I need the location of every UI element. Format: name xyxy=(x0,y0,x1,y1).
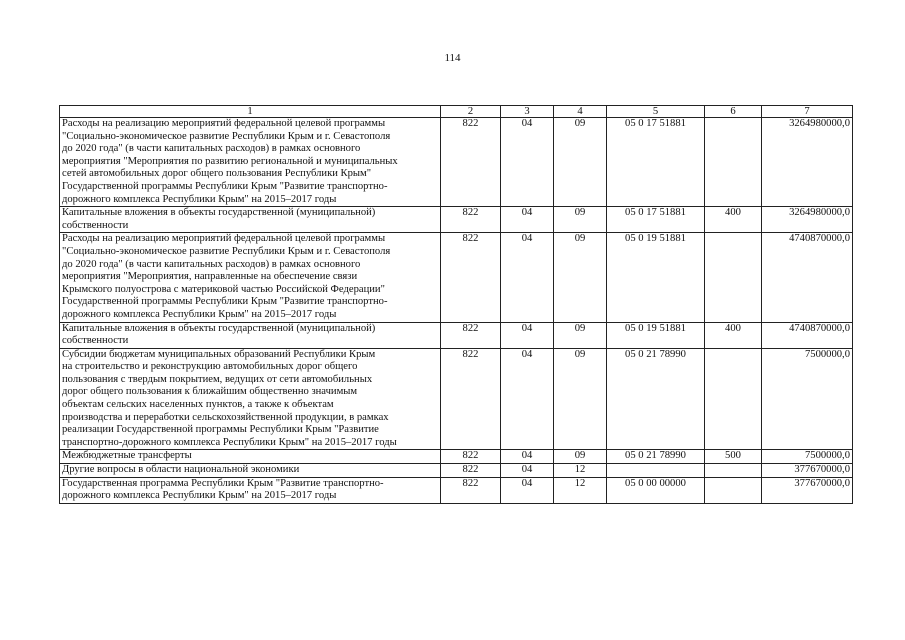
column-header: 5 xyxy=(607,106,705,118)
column-header: 3 xyxy=(501,106,554,118)
header-row xyxy=(60,106,853,118)
target-article-code xyxy=(607,464,705,478)
amount: 377670000,0 xyxy=(762,464,853,478)
table-row xyxy=(60,207,853,233)
row-name: Субсидии бюджетам муниципальных образований Республики Крым на строительство и реконструкцию автомобильных дорог общего пользования с твердым покрытием, ведущих от сети автомобильных дорог общего пользования к ближайшим общественно значимым объектам сельских населенных пунктов, а также к объектам производства и переработки сельскохозяйственной продукции, в рамках реализации Государственной программы Республики Крым "Развитие транспортно-дорожного комплекса Республики Крым" на 2015–2017 годы xyxy=(60,348,441,450)
subsection-code: 09 xyxy=(554,207,607,233)
row-name: Расходы на реализацию мероприятий федеральной целевой программы "Социально-экономическое развитие Республики Крым и г. Севастополя до 2020 года" (в части капитальных расходов) в рамках основного мероприятия "Мероприятия по развитию региональной и муниципальных сетей автомобильных дорог общего пользования Республики Крым" Государственной программы Республики Крым "Развитие транспортно- дорожного комплекса Республики Крым" на 2015–2017 годы xyxy=(60,118,441,207)
subsection-code: 12 xyxy=(554,477,607,503)
table-row xyxy=(60,118,853,207)
row-name: Государственная программа Республики Крым "Развитие транспортно- дорожного комплекса Республики Крым" на 2015–2017 годы xyxy=(60,477,441,503)
ministry-code: 822 xyxy=(441,233,501,322)
row-name: Капитальные вложения в объекты государственной (муниципальной) собственности xyxy=(60,322,441,348)
amount: 7500000,0 xyxy=(762,450,853,464)
section-code: 04 xyxy=(501,322,554,348)
row-name: Расходы на реализацию мероприятий федеральной целевой программы "Социально-экономическое развитие Республики Крым и г. Севастополя до 2020 года" (в части капитальных расходов) в рамках основного мероприятия "Мероприятия, направленные на обеспечение связи Крымского полуострова с материковой частью Российской Федерации" Государственной программы Республики Крым "Развитие транспортно- дорожного комплекса Республики Крым" на 2015–2017 годы xyxy=(60,233,441,322)
ministry-code: 822 xyxy=(441,477,501,503)
amount: 3264980000,0 xyxy=(762,207,853,233)
target-article-code: 05 0 21 78990 xyxy=(607,348,705,450)
ministry-code: 822 xyxy=(441,118,501,207)
expense-type-code xyxy=(705,477,762,503)
section-code: 04 xyxy=(501,348,554,450)
section-code: 04 xyxy=(501,450,554,464)
budget-table xyxy=(59,105,853,504)
amount: 377670000,0 xyxy=(762,477,853,503)
column-header: 7 xyxy=(762,106,853,118)
subsection-code: 12 xyxy=(554,464,607,478)
ministry-code: 822 xyxy=(441,348,501,450)
table-row xyxy=(60,450,853,464)
expense-type-code: 400 xyxy=(705,322,762,348)
row-name: Капитальные вложения в объекты государственной (муниципальной) собственности xyxy=(60,207,441,233)
ministry-code: 822 xyxy=(441,450,501,464)
table-row xyxy=(60,477,853,503)
expense-type-code xyxy=(705,348,762,450)
target-article-code: 05 0 00 00000 xyxy=(607,477,705,503)
amount: 3264980000,0 xyxy=(762,118,853,207)
subsection-code: 09 xyxy=(554,450,607,464)
table-row xyxy=(60,348,853,450)
ministry-code: 822 xyxy=(441,464,501,478)
page-number: 114 xyxy=(444,52,461,64)
section-code: 04 xyxy=(501,233,554,322)
expense-type-code xyxy=(705,464,762,478)
subsection-code: 09 xyxy=(554,348,607,450)
table-row xyxy=(60,233,853,322)
amount: 7500000,0 xyxy=(762,348,853,450)
expense-type-code: 500 xyxy=(705,450,762,464)
table-row xyxy=(60,322,853,348)
ministry-code: 822 xyxy=(441,207,501,233)
target-article-code: 05 0 19 51881 xyxy=(607,233,705,322)
subsection-code: 09 xyxy=(554,233,607,322)
amount: 4740870000,0 xyxy=(762,233,853,322)
target-article-code: 05 0 19 51881 xyxy=(607,322,705,348)
column-header: 2 xyxy=(441,106,501,118)
expense-type-code xyxy=(705,233,762,322)
column-header: 4 xyxy=(554,106,607,118)
column-header: 6 xyxy=(705,106,762,118)
ministry-code: 822 xyxy=(441,322,501,348)
target-article-code: 05 0 21 78990 xyxy=(607,450,705,464)
row-name: Другие вопросы в области национальной экономики xyxy=(60,464,441,478)
column-header: 1 xyxy=(60,106,441,118)
section-code: 04 xyxy=(501,118,554,207)
amount: 4740870000,0 xyxy=(762,322,853,348)
table-row xyxy=(60,464,853,478)
row-name: Межбюджетные трансферты xyxy=(60,450,441,464)
expense-type-code: 400 xyxy=(705,207,762,233)
subsection-code: 09 xyxy=(554,322,607,348)
target-article-code: 05 0 17 51881 xyxy=(607,207,705,233)
section-code: 04 xyxy=(501,207,554,233)
section-code: 04 xyxy=(501,477,554,503)
subsection-code: 09 xyxy=(554,118,607,207)
section-code: 04 xyxy=(501,464,554,478)
expense-type-code xyxy=(705,118,762,207)
target-article-code: 05 0 17 51881 xyxy=(607,118,705,207)
